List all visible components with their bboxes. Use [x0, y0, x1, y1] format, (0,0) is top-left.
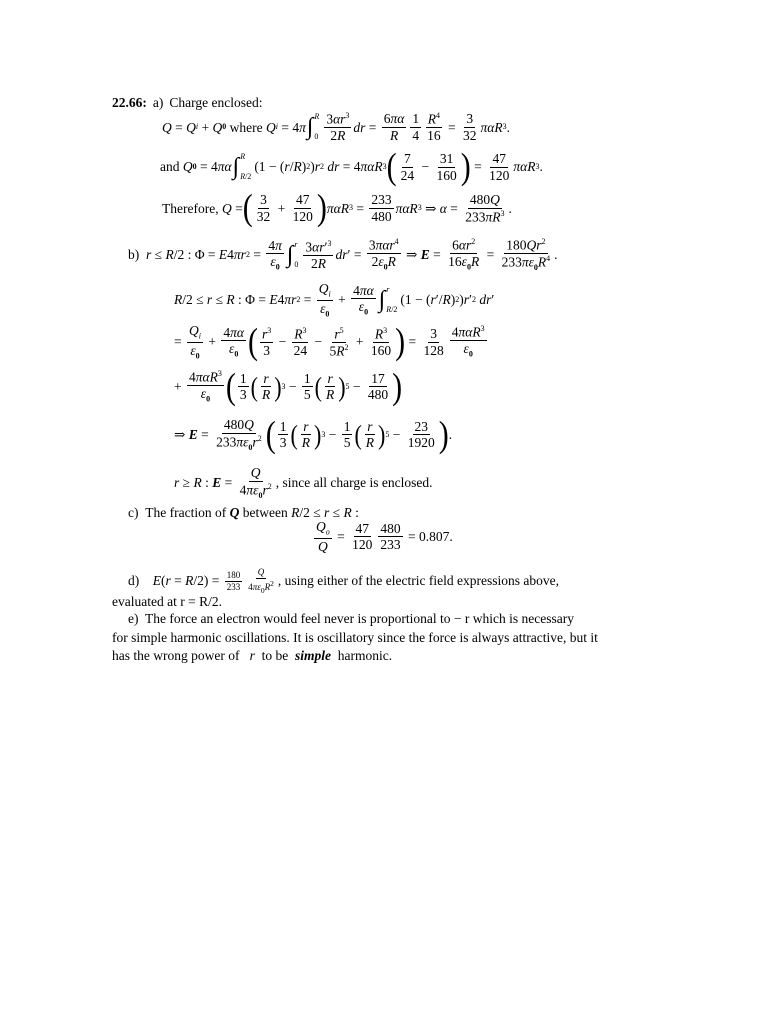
- equation-b6: r ≥ R : E = $\frac{Q}{4\pi\varepsilon_0r^2}$ , since all charge is enclosed.: [174, 465, 433, 500]
- part-d-line: d) E ( r = R /2) = $\frac{180}{233}$ $\frac{Q}{4\pi\varepsilon_0R^2}$ , using either of the electric field expressions above,: [128, 567, 559, 595]
- equation-a1: Q = Q i + Q 0 where Q i = 4 π ∫ R 0 $\frac{3\alpha r^3}{2R}$ dr = $\frac{6\pi\alpha}{R}$ $\frac{1}{4}$ $\frac{R^4}{16}$ = $\frac{3}{32}$ παR 3 .: [162, 111, 511, 143]
- part-e-line1: [128, 611, 574, 627]
- problem-number: 22.66:: [112, 95, 147, 110]
- part-c-text: The fraction of: [145, 505, 227, 520]
- equation-a2: and Q 0 = 4 πα ∫ R R/2 (1 − ( r / R ) 2 ) r 2 dr = 4 παR 3 ( $\frac{7}{24}$ − $\frac{31}{160}$ ) = $\frac{47}{120}$ παR 3 .: [160, 145, 543, 187]
- equation-b1: b) r ≤ R /2 : Φ = E 4 πr 2 = $\frac{4\pi}{\varepsilon_0}$ ∫ r 0 $\frac{3\alpha r'^3}{2R}$ dr ′ = $\frac{3\pi\alpha r^4}{2\varepsilon_0R}$ ⇒ E = $\frac{6\alpha r^2}{16\varepsilon_0R}$ = $\frac{180Qr^2}{233\pi\varepsilon_0R^4}$ .: [128, 237, 558, 273]
- part-c-result: = 0.807.: [408, 528, 453, 544]
- part-a-label: a): [152, 95, 164, 110]
- equation-b2: R /2 ≤ r ≤ R : Φ = E 4 πr 2 = $\frac{Q_i}{\varepsilon_0}$ + $\frac{4\pi\alpha}{\varepsilon_0}$ ∫ r R/2 (1 − ( r ′/ R ) 2 ) r ′ 2 dr ′: [174, 281, 495, 319]
- part-e-line3: [112, 648, 392, 664]
- part-a-title: Charge enclosed:: [169, 95, 263, 110]
- part-d-text2: evaluated at r = R/2.: [112, 594, 222, 609]
- header-line: [112, 96, 262, 110]
- part-c-line: c) The fraction of Q between R /2 ≤ r ≤ R :: [128, 505, 359, 520]
- part-e-line2: for simple harmonic oscillations. It is oscillatory since the force is always attractive, but it: [112, 630, 598, 645]
- part-e-text1: The force an electron would feel never is proportional to − r which is necessary: [145, 611, 574, 626]
- part-c-equation: $\frac{Q_o}{Q}$ = $\frac{47}{120}$ $\frac{480}{233}$ = 0.807.: [316, 519, 453, 554]
- part-c-between: between: [242, 505, 288, 520]
- part-d-text: , using either of the electric field expressions above,: [277, 573, 559, 589]
- equation-b4: + $\frac{4\pi\alpha R^3}{\varepsilon_0}$ ( $\frac{1}{3}$ ( $\frac{r}{R}$ ) 3 − $\frac{1}{5}$ ( $\frac{r}{R}$ ) 5 − $\frac{17}{480}$ ): [174, 365, 403, 407]
- part-e-text3b: r: [249, 648, 255, 663]
- case3-suffix: , since all charge is enclosed.: [275, 475, 433, 491]
- part-d-label: d): [128, 573, 140, 589]
- part-e-text3d: simple: [294, 648, 331, 663]
- part-e-text3c: to be: [261, 648, 289, 663]
- part-e-text3a: has the wrong power of: [112, 648, 240, 663]
- equation-b3: = $\frac{Q_i}{\varepsilon_0}$ + $\frac{4\pi\alpha}{\varepsilon_0}$ ( $\frac{r^3}{3}$ − $\frac{R^3}{24}$ − $\frac{r^5}{5R^2}$ + $\frac{R^3}{160}$ ) = $\frac{3}{128}$ $\frac{4\pi\alpha R^3}{\varepsilon_0}$: [174, 320, 485, 363]
- part-c-label: c): [128, 505, 139, 520]
- equation-b5: ⇒ E = $\frac{480Q}{233\pi\varepsilon_0r^2}$ ( $\frac{1}{3}$ ( $\frac{r}{R}$ ) 3 − $\frac{1}{5}$ ( $\frac{r}{R}$ ) 5 − $\frac{23}{1920}$ ) .: [174, 413, 453, 455]
- equation-a3: Therefore, Q = ( $\frac{3}{32}$ + $\frac{47}{120}$ ) παR 3 = $\frac{233}{480}$ παR 3 ⇒ α = $\frac{480Q}{233\pi R^3}$ .: [162, 187, 512, 229]
- part-e-label: e): [128, 611, 139, 626]
- part-e-text3e: harmonic.: [337, 648, 393, 663]
